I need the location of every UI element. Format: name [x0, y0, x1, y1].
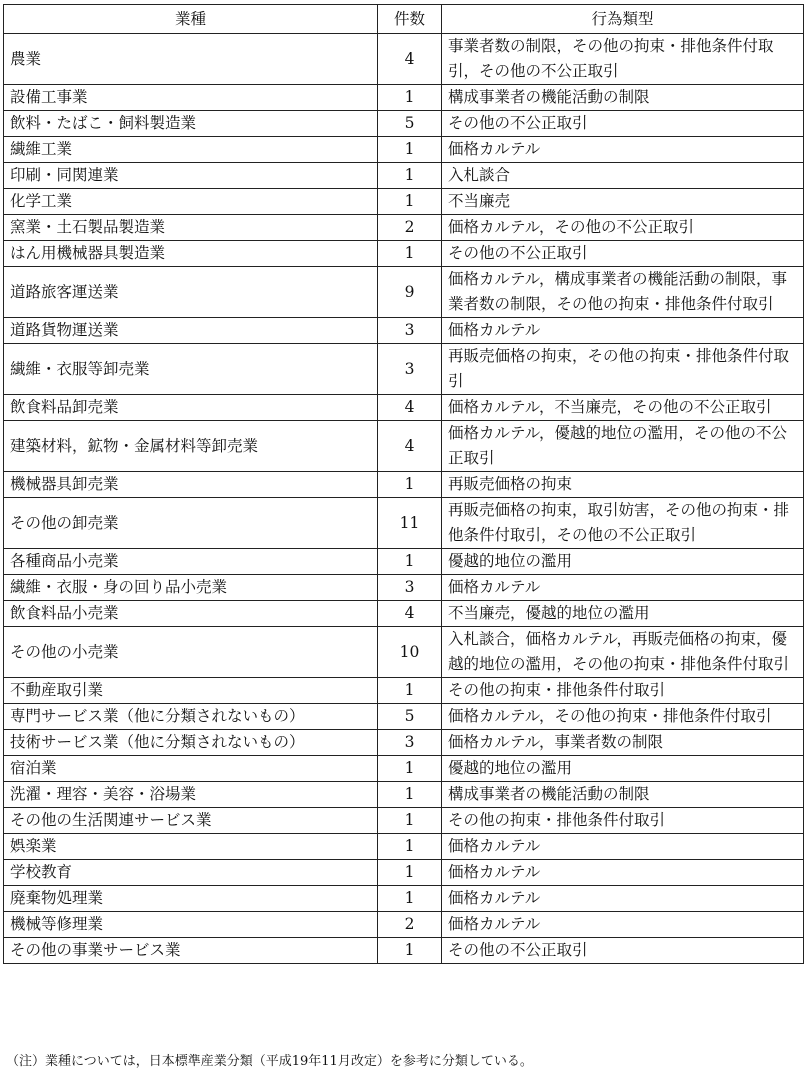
type-cell: 不当廉売: [442, 189, 804, 215]
industry-cell: その他の生活関連サービス業: [4, 808, 378, 834]
industry-table: [3, 4, 804, 964]
type-cell: 再販売価格の拘束，その他の拘束・排他条件付取引: [442, 344, 804, 395]
type-cell: 入札談合，価格カルテル，再販売価格の拘束，優越的地位の濫用，その他の拘束・排他条件付取引: [442, 627, 804, 678]
count-cell: 9: [378, 267, 442, 318]
table-row: [4, 498, 804, 549]
count-cell: 1: [378, 678, 442, 704]
table-row: [4, 730, 804, 756]
industry-cell: 窯業・土石製品製造業: [4, 215, 378, 241]
type-cell: 価格カルテル: [442, 912, 804, 938]
count-cell: 4: [378, 601, 442, 627]
count-cell: 1: [378, 938, 442, 964]
table-row: [4, 137, 804, 163]
table-row: [4, 85, 804, 111]
table-row: [4, 756, 804, 782]
count-cell: 5: [378, 704, 442, 730]
count-cell: 5: [378, 111, 442, 137]
table-row: [4, 601, 804, 627]
industry-cell: 繊維・衣服等卸売業: [4, 344, 378, 395]
count-cell: 2: [378, 215, 442, 241]
industry-cell: 廃棄物処理業: [4, 886, 378, 912]
type-cell: 価格カルテル: [442, 886, 804, 912]
count-cell: 1: [378, 241, 442, 267]
industry-cell: 道路貨物運送業: [4, 318, 378, 344]
industry-cell: 専門サービス業（他に分類されないもの）: [4, 704, 378, 730]
table-row: [4, 627, 804, 678]
industry-cell: 農業: [4, 34, 378, 85]
count-cell: 1: [378, 189, 442, 215]
industry-cell: 機械等修理業: [4, 912, 378, 938]
type-cell: 構成事業者の機能活動の制限: [442, 782, 804, 808]
industry-cell: 繊維・衣服・身の回り品小売業: [4, 575, 378, 601]
table-row: [4, 808, 804, 834]
industry-cell: 学校教育: [4, 860, 378, 886]
table-row: [4, 318, 804, 344]
table-row: [4, 834, 804, 860]
table-row: [4, 678, 804, 704]
industry-cell: 洗濯・理容・美容・浴場業: [4, 782, 378, 808]
industry-cell: 飲食料品小売業: [4, 601, 378, 627]
count-cell: 1: [378, 137, 442, 163]
industry-cell: 飲食料品卸売業: [4, 395, 378, 421]
table-row: [4, 860, 804, 886]
type-cell: 価格カルテル，構成事業者の機能活動の制限，事業者数の制限，その他の拘束・排他条件付取引: [442, 267, 804, 318]
table-row: [4, 241, 804, 267]
table-row: [4, 782, 804, 808]
table-row: [4, 189, 804, 215]
table-header-row: [4, 5, 804, 34]
type-cell: その他の不公正取引: [442, 938, 804, 964]
industry-cell: 機械器具卸売業: [4, 472, 378, 498]
type-cell: 価格カルテル，不当廉売，その他の不公正取引: [442, 395, 804, 421]
industry-cell: 娯楽業: [4, 834, 378, 860]
table-row: [4, 421, 804, 472]
table-row: [4, 549, 804, 575]
industry-cell: 道路旅客運送業: [4, 267, 378, 318]
header-count: 件数: [378, 5, 442, 34]
count-cell: 3: [378, 318, 442, 344]
type-cell: その他の拘束・排他条件付取引: [442, 678, 804, 704]
table-row: [4, 163, 804, 189]
count-cell: 3: [378, 344, 442, 395]
industry-cell: 繊維工業: [4, 137, 378, 163]
type-cell: 価格カルテル: [442, 137, 804, 163]
table-row: [4, 215, 804, 241]
type-cell: 再販売価格の拘束，取引妨害，その他の拘束・排他条件付取引，その他の不公正取引: [442, 498, 804, 549]
type-cell: 価格カルテル: [442, 575, 804, 601]
industry-cell: 化学工業: [4, 189, 378, 215]
header-type: 行為類型: [442, 5, 804, 34]
industry-cell: 設備工事業: [4, 85, 378, 111]
type-cell: 事業者数の制限，その他の拘束・排他条件付取引，その他の不公正取引: [442, 34, 804, 85]
count-cell: 4: [378, 395, 442, 421]
industry-cell: 建築材料，鉱物・金属材料等卸売業: [4, 421, 378, 472]
type-cell: 価格カルテル，その他の不公正取引: [442, 215, 804, 241]
industry-cell: 印刷・同関連業: [4, 163, 378, 189]
count-cell: 3: [378, 575, 442, 601]
table-row: [4, 912, 804, 938]
type-cell: 入札談合: [442, 163, 804, 189]
count-cell: 1: [378, 834, 442, 860]
type-cell: 価格カルテル，事業者数の制限: [442, 730, 804, 756]
industry-cell: 不動産取引業: [4, 678, 378, 704]
type-cell: 価格カルテル: [442, 834, 804, 860]
type-cell: 価格カルテル，その他の拘束・排他条件付取引: [442, 704, 804, 730]
table-note: （注）業種については，日本標準産業分類（平成19年11月改定）を参考に分類している。: [6, 1054, 533, 1069]
count-cell: 1: [378, 782, 442, 808]
type-cell: その他の不公正取引: [442, 241, 804, 267]
type-cell: 構成事業者の機能活動の制限: [442, 85, 804, 111]
industry-cell: その他の事業サービス業: [4, 938, 378, 964]
table-row: [4, 704, 804, 730]
count-cell: 11: [378, 498, 442, 549]
count-cell: 1: [378, 886, 442, 912]
table-row: [4, 886, 804, 912]
count-cell: 1: [378, 549, 442, 575]
type-cell: 価格カルテル: [442, 318, 804, 344]
type-cell: 優越的地位の濫用: [442, 549, 804, 575]
type-cell: 価格カルテル: [442, 860, 804, 886]
type-cell: 再販売価格の拘束: [442, 472, 804, 498]
count-cell: 1: [378, 860, 442, 886]
industry-cell: はん用機械器具製造業: [4, 241, 378, 267]
industry-cell: その他の小売業: [4, 627, 378, 678]
table-row: [4, 938, 804, 964]
count-cell: 1: [378, 163, 442, 189]
count-cell: 4: [378, 421, 442, 472]
type-cell: その他の拘束・排他条件付取引: [442, 808, 804, 834]
header-industry: 業種: [4, 5, 378, 34]
industry-cell: その他の卸売業: [4, 498, 378, 549]
count-cell: 4: [378, 34, 442, 85]
table-body: [4, 34, 804, 964]
type-cell: 不当廉売，優越的地位の濫用: [442, 601, 804, 627]
count-cell: 3: [378, 730, 442, 756]
count-cell: 1: [378, 472, 442, 498]
table-row: [4, 267, 804, 318]
count-cell: 1: [378, 756, 442, 782]
industry-cell: 宿泊業: [4, 756, 378, 782]
type-cell: 価格カルテル，優越的地位の濫用，その他の不公正取引: [442, 421, 804, 472]
table-row: [4, 575, 804, 601]
count-cell: 1: [378, 85, 442, 111]
count-cell: 1: [378, 808, 442, 834]
type-cell: 優越的地位の濫用: [442, 756, 804, 782]
count-cell: 2: [378, 912, 442, 938]
table-row: [4, 395, 804, 421]
table-row: [4, 472, 804, 498]
industry-cell: 技術サービス業（他に分類されないもの）: [4, 730, 378, 756]
industry-cell: 各種商品小売業: [4, 549, 378, 575]
count-cell: 10: [378, 627, 442, 678]
table-row: [4, 344, 804, 395]
type-cell: その他の不公正取引: [442, 111, 804, 137]
table-row: [4, 111, 804, 137]
industry-cell: 飲料・たばこ・飼料製造業: [4, 111, 378, 137]
table-row: [4, 34, 804, 85]
